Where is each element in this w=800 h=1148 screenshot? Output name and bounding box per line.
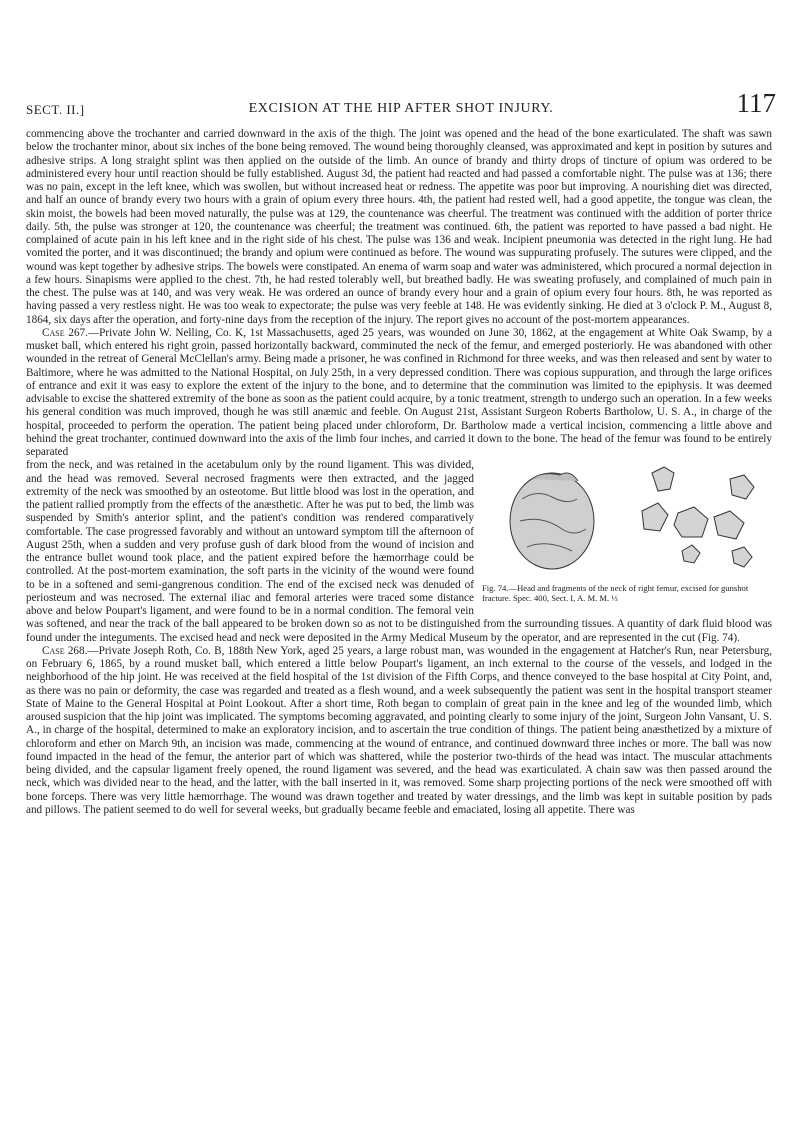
case-268-text: —Private Joseph Roth, Co. B, 188th New York, aged 25 years, a large robust man, was wounded in the engagement at Hatcher's Run, near Petersburg, on February 6, 1865, by a round musket ball, which entered a little below Poupart's ligament, an inch external to the course of the vessels, and lodged in the neighborhood of the hip joint. He was received at the field hospital of the 1st division of the Fifth Corps, and thence conveyed to the base hospital at City Point, and, as there was no pain or deformity, the case was regarded and treated as a flesh wound, and a week subsequently the patient was sent in the hospital transport steamer State of Maine to the General Hospital at Point Lookout. After a short time, Roth began to complain of great pain in the knee and leg of the wounded limb, which aroused suspicion that the hip joint was implicated. The symptoms becoming aggravated, and pointing clearly to some injury of the joint, Surgeon John Vansant, U. S. A., in charge of the hospital, determined to make an exploratory incision, and to ascertain the true condition of things. The patient being anæsthetized by a mixture of chloroform and ether on March 9th, an incision was made, commencing at the wound of entrance, and continued downward three inches or more. The ball was now found impacted in the head of the femur, the anterior part of which was shattered, while the posterior two-thirds of the head was intact. The muscular attachments being divided, and the capsular ligament freely opened, the round ligament was severed, and the head was exarticulated. A chain saw was then passed around the neck, which was divided near to the head, and the latter, with the ball inserted in it, was removed. Some sharp projecting portions of the neck were smoothed off with bone forceps. There was very little hæmorrhage. The wound was drawn together and treated by water dressings, and the limb was kept in suitable position by pads and pillows. The patient seemed to do well for several weeks, but gradually became feeble and emaciated, losing all appetite. There was [26,644,772,816]
case-268-paragraph [26,645,772,817]
page-number: 117 [736,88,776,118]
case-267-label: Case 267. [42,326,88,339]
page-title: EXCISION AT THE HIP AFTER SHOT INJURY. [248,101,554,116]
case-267-paragraph [26,327,772,460]
figure-caption: Fig. 74.—Head and fragments of the neck of right femur, excised for gunshot fracture. Spec. 400, Sect. I, A. M. M. ⅓ [482,583,749,604]
neck-fragments-drawing [642,467,754,567]
page-body [26,128,772,817]
running-header [26,88,776,122]
case-268-label: Case 268. [42,644,88,657]
section-label: SECT. II.] [26,102,85,117]
bone-fragments-illustration [482,459,772,583]
paragraph-continued: commencing above the trochanter and carried downward in the axis of the thigh. The joint was opened and the head of the bone exarticulated. The shaft was sawn below the trochanter minor, about six inches of the bone being removed. The wound being thoroughly cleansed, was approximated and kept in position by sutures and adhesive strips. A long straight splint was then applied on the outside of the limb. An ounce of brandy and thirty drops of tincture of opium was ordered to be administered every hour until reaction should be fully established. August 3d, the patient had reacted and had passed a comfortable night. The pulse was at 136; there was no pain, except in the left knee, which was swollen, but without increased heat or redness. The appetite was poor but improving. A nourishing diet was directed, and half an ounce of brandy every two hours with a grain of opium every three hours. 4th, the patient had rested well, had a good appetite, the tongue was clean, the skin moist, the bowels had been moved naturally, the pulse was at 129, the countenance was cheerful. The treatment was continued with the addition of porter thrice daily. 5th, the pulse was stronger at 120, the countenance was cheerful; the treatment was continued. 6th, the patient was reported to have passed a bad night. He complained of acute pain in his left knee and in the right side of his chest. The pulse was 136 and weak. Incipient pneumonia was detected in the right lung. He had vomited the porter, and it was discontinued; the brandy and opium were continued as before. The wound was suppurating profusely. The sutures were clipped, and the wound was kept together by adhesive strips. The bowels were constipated. An enema of warm soap and water was administered, which procured a normal dejection in a few hours. Sinapisms were applied to the chest. 7th, he had rested tolerably well, but breathed badly. He was sweating profusely, and complained of much pain in the chest. The pulse was at 140, and was very weak. He was ordered an ounce of brandy every hour and a grain of opium every four hours. 8th, he was reported as having passed a very restless night. He was too weak to expectorate; the pulse was very feeble at 148. He was evidently sinking. He died at 3 o'clock P. M., August 8, 1864, six days after the operation, and forty-nine days from the reception of the injury. The report gives no account of the post-mortem appearances. [26,128,772,326]
case-267-text: —Private John W. Nelling, Co. K, 1st Massachusetts, aged 25 years, was wounded on June 30, 1862, at the engagement at White Oak Swamp, by a musket ball, which entered his right groin, passed horizontally backward, comminuted the neck of the femur, and emerged posteriorly. He was abandoned with other wounded in the retreat of General McClellan's army. Being made a prisoner, he was confined in Richmond for three weeks, and was then released and sent by water to Baltimore, where he was admitted to the National Hospital, on July 25th, in a very depressed condition. There was copious suppuration, and through the large orifices of entrance and exit it was easy to explore the extent of the injury to the bone, and to determine that the comminution was limited to the epiphysis. It was deemed advisable to excise the shattered extremity of the bone as soon as the patient could acquire, by a tonic treatment, strength to undergo such an operation. In a few weeks his general condition was much improved, though he was still anæmic and feeble. On August 21st, Assistant Surgeon Roberts Bartholow, U. S. A., in charge of the hospital, proceeded to perform the operation. The patient being placed under chloroform, Dr. Bartholow made a vertical incision, commencing a little above and behind the great trochanter, continued downward into the axis of the limb four inches, and carried it down to the bone. The head of the femur was found to be entirely separated [26,326,773,458]
case-267-continued [26,459,772,645]
case-267-text-continued: from the neck, and was retained in the acetabulum only by the round ligament. This was divided, and the head was removed. Several necrosed fragments were then extracted, and the jagged extremity of the neck was smoothed by an osteotome. But little blood was lost in the operation, and the patient rallied promptly from the effects of the anæsthetic. After he was put to bed, the limb was suspended by Smith's anterior splint, and the patient's condition was rendered comparatively comfortable. The case progressed favorably and without an untoward symptom till the afternoon of August 25th, when a sudden and very profuse gush of dark blood from the wound of incision and the entrance bullet wound took place, and the patient expired before the hæmorrhage could be controlled. At the post-mortem examination, the soft parts in the vicinity of the wound were found to be in a softened and semi-gangrenous condition. The end of the excised neck was denuded of periosteum and was necrosed. The external iliac and femoral arteries were traced some distance above and below Poupart's ligament, and were found to be in a normal condition. The femoral vein was softened, and near the track of the ball appeared to be broken down so as not to be distinguished from the surrounding tissues. A quantity of dark fluid blood was found under the integuments. The excised head and neck were deposited in the Army Medical Museum by the operator, and are represented in the cut (Fig. 74). [26,459,772,644]
femoral-head-drawing [510,473,594,569]
figure-74 [482,459,772,609]
